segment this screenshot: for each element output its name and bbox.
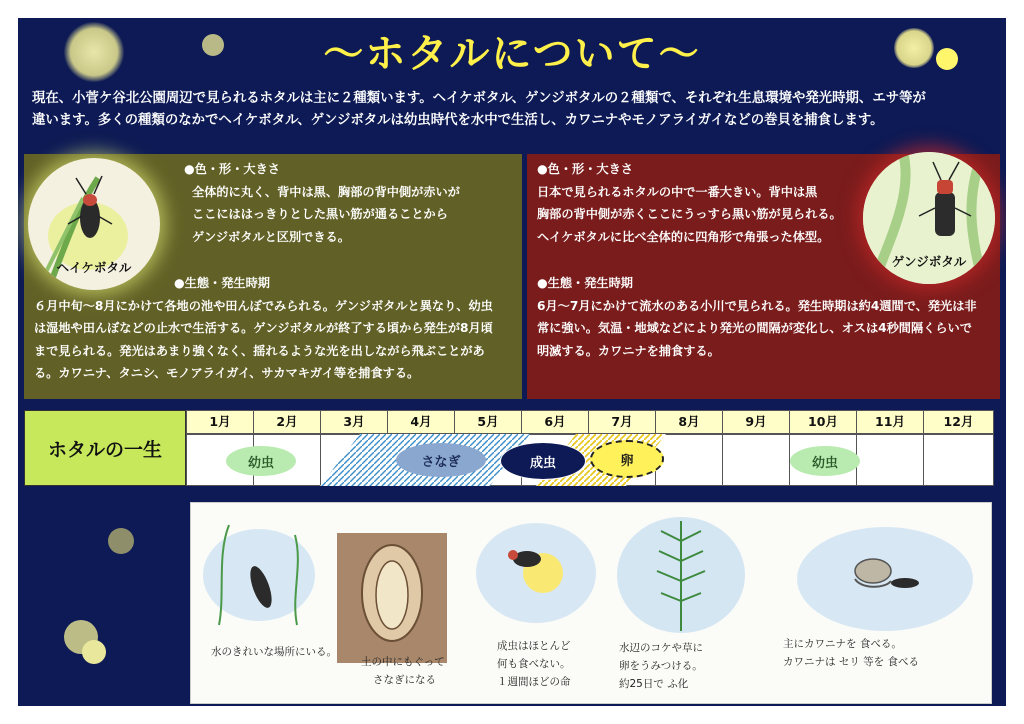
note-line: 成虫はほとんど [497, 640, 571, 652]
note-line: 水辺のコケや草に [619, 642, 703, 654]
heike-life-line: る。カワニナ、タニシ、モノアライガイ、サカマキガイ等を捕食する。 [34, 366, 420, 380]
heike-life-line: は湿地や田んぼなどの止水で生活する。ゲンジボタルが終了する頃から発生が8月頃 [34, 321, 493, 335]
heike-panel [24, 154, 522, 399]
month-header: 10月 [789, 410, 857, 434]
heike-shape-line: ここにははっきりとした黒い筋が通ることから [192, 207, 448, 221]
egg-plant-sketch-icon [611, 511, 751, 641]
larva-sketch-icon [199, 515, 319, 635]
heike-shape-heading: ●色・形・大きさ [184, 162, 280, 176]
adult-label: 成虫 [500, 442, 586, 480]
sketch-note [361, 653, 445, 689]
heike-life-line: ６月中旬～8月にかけて各地の池や田んぼでみられる。ゲンジボタルと異なり、幼虫 [34, 298, 493, 313]
genji-shape-line: ヘイケボタルに比べ全体的に四角形で角張った体型。 [537, 229, 830, 244]
genji-life-heading: ●生態・発生時期 [537, 276, 633, 290]
note-line: 土の中にもぐって [361, 656, 445, 668]
note-line: 水のきれいな場所にいる。 [211, 646, 337, 658]
month-header: 2月 [253, 410, 321, 434]
month-header: 9月 [722, 410, 790, 434]
lifecycle-grid [186, 410, 994, 486]
intro-text [32, 88, 1002, 132]
genji-shape-line: 日本で見られるホタルの中で一番大きい。背中は黒 [537, 184, 818, 199]
heike-life-line: まで見られる。発光はあまり強くなく、揺れるような光を出しながら飛ぶことがあ [34, 343, 485, 358]
genji-illustration [863, 152, 995, 284]
month-header: 4月 [387, 410, 455, 434]
genji-life-line: 明滅する。カワニナを捕食する。 [537, 343, 720, 358]
month-header: 3月 [320, 410, 388, 434]
genji-caption: ゲンジボタル [891, 254, 967, 269]
note-line: 何も食べない。 [497, 658, 571, 670]
heike-illustration [28, 158, 160, 290]
adult-firefly-sketch-icon [471, 513, 601, 633]
heike-shape-line: ゲンジボタルと区別できる。 [192, 229, 350, 244]
month-header: 5月 [454, 410, 522, 434]
heike-shape-line: 全体的に丸く、背中は黒、胸部の背中側が赤いが [192, 184, 460, 199]
larva-label: 幼虫 [790, 446, 860, 476]
note-line: 約25日で ふ化 [619, 678, 689, 690]
intro-line: 現在、小菅ケ谷北公園周辺で見られるホタルは主に２種類います。ヘイケボタル、ゲンジボタルの２種類で、それぞれ生息環境や発光時期、エサ等が [32, 91, 926, 106]
glow-orb [108, 528, 134, 554]
month-header: 6月 [521, 410, 589, 434]
genji-shape-text [537, 158, 842, 248]
note-line: 主にカワニナを 食べる。 [783, 638, 902, 650]
genji-shape-heading: ●色・形・大きさ [537, 162, 633, 176]
pupa-label: さなぎ [396, 443, 486, 477]
sketch-note [211, 643, 337, 661]
lifecycle-heading: ホタルの一生 [24, 410, 186, 486]
lifecycle-table [24, 410, 994, 486]
note-line: １週間ほどの命 [497, 676, 571, 688]
snail-sketch-icon [795, 519, 975, 639]
sketch-note [783, 635, 919, 671]
egg-label: 卵 [590, 440, 664, 478]
month-header: 1月 [186, 410, 254, 434]
month-cell [722, 434, 790, 486]
intro-line: 違います。多くの種類のなかでヘイケボタル、ゲンジボタルは幼虫時代を水中で生活し、カワニナやモノアライガイなどの巻貝を捕食します。 [32, 113, 884, 128]
heike-shape-text [184, 158, 460, 248]
month-header: 12月 [923, 410, 994, 434]
sketch-note [619, 639, 703, 693]
heike-life-heading: ●生態・発生時期 [174, 276, 270, 290]
month-header: 7月 [588, 410, 656, 434]
lifecycle-sketches [190, 502, 992, 704]
heike-life-text [34, 272, 493, 385]
month-header: 8月 [655, 410, 723, 434]
genji-life-line: 6月～7月にかけて流水のある小川で見られる。発生時期は約4週間で、発光は非 [537, 298, 977, 313]
note-line: カワニナは セリ 等を 食べる [783, 656, 920, 668]
pupa-sketch-icon [337, 523, 447, 663]
genji-shape-line: 胸部の背中側が赤くここにうっすら黒い筋が見られる。 [537, 207, 842, 221]
month-cell [856, 434, 924, 486]
genji-panel [527, 154, 1000, 399]
poster [18, 18, 1006, 706]
note-line: 卵をうみつける。 [619, 660, 703, 672]
heike-caption: ヘイケボタル [56, 260, 132, 275]
month-header: 11月 [856, 410, 924, 434]
genji-life-text [537, 272, 977, 362]
month-cell [923, 434, 994, 486]
page-title: ～ホタルについて～ [323, 31, 701, 77]
larva-label: 幼虫 [226, 446, 296, 476]
sketch-note [497, 637, 571, 691]
glow-orb [82, 640, 106, 664]
note-line: さなぎになる [373, 674, 436, 686]
genji-life-line: 常に強い。気温・地域などにより発光の間隔が変化し、オスは4秒間隔くらいで [537, 321, 972, 335]
